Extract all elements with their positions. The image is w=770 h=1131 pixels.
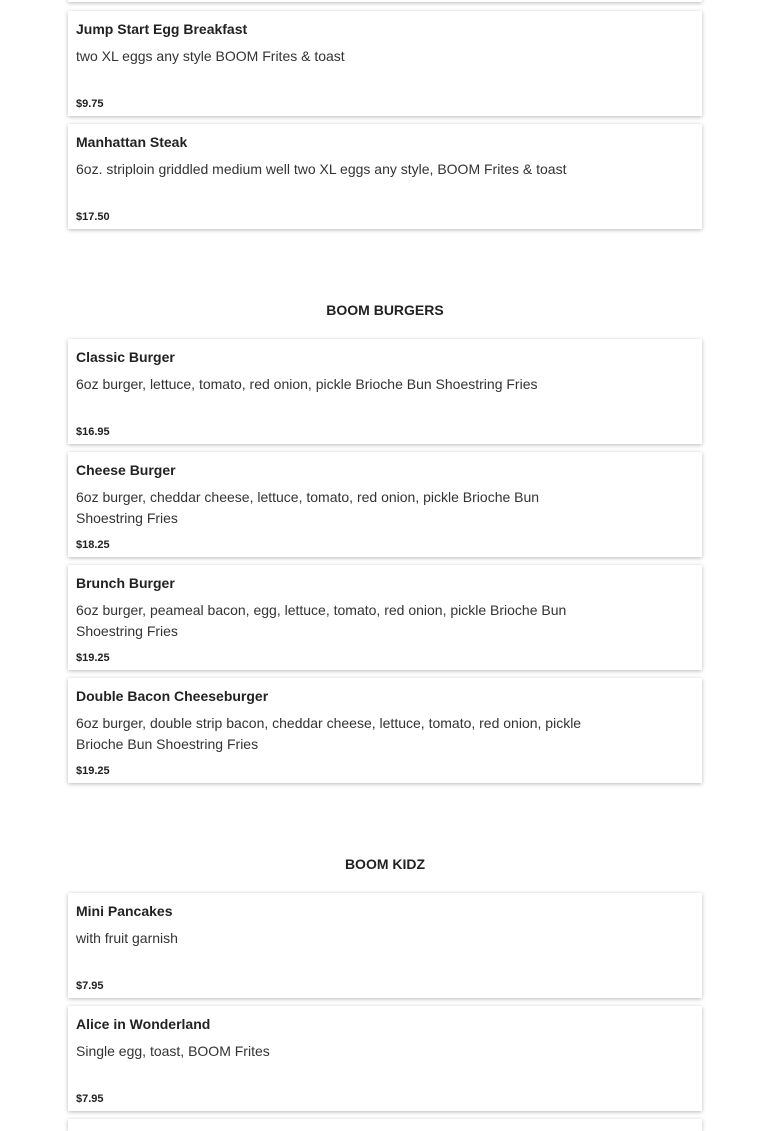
menu-item-card-partial[interactable]	[68, 0, 702, 2]
menu-item-card[interactable]	[68, 452, 702, 557]
item-description: 6oz burger, cheddar cheese, lettuce, tomato, red onion, pickle Brioche Bun Shoestring Fries	[76, 489, 540, 526]
item-price: $18.25	[76, 539, 110, 551]
section-title-kidz: BOOM KIDZ	[344, 856, 426, 872]
item-price: $7.95	[76, 980, 104, 992]
item-price: $9.75	[76, 98, 104, 110]
item-description: Single egg, toast, BOOM Frites	[76, 1043, 270, 1059]
item-name: Jump Start Egg Breakfast	[76, 21, 248, 37]
item-price: $19.25	[76, 652, 110, 664]
item-description: with fruit garnish	[76, 930, 178, 946]
menu-item-card[interactable]	[68, 11, 702, 116]
item-price: $16.95	[76, 426, 110, 438]
item-name: Mini Pancakes	[76, 903, 173, 919]
menu-item-card[interactable]	[68, 893, 702, 998]
item-price: $7.95	[76, 1093, 104, 1105]
item-description: 6oz burger, peameal bacon, egg, lettuce, tomato, red onion, pickle Brioche Bun Shoestring Fries	[76, 602, 567, 639]
item-price: $19.25	[76, 765, 110, 777]
item-description: 6oz burger, lettuce, tomato, red onion, pickle Brioche Bun Shoestring Fries	[76, 376, 538, 392]
section-title-burgers: BOOM BURGERS	[326, 302, 444, 318]
item-description: 6oz burger, double strip bacon, cheddar cheese, lettuce, tomato, red onion, pickle Brioche Bun Shoestring Fries	[76, 715, 582, 752]
menu-item-card[interactable]	[68, 339, 702, 444]
menu-item-card[interactable]	[68, 124, 702, 229]
item-price: $17.50	[76, 211, 110, 223]
item-name: Double Bacon Cheeseburger	[76, 688, 269, 704]
item-name: Alice in Wonderland	[76, 1016, 211, 1032]
item-description: two XL eggs any style BOOM Frites & toast	[76, 48, 345, 64]
item-name: Classic Burger	[76, 349, 175, 365]
menu-item-card[interactable]	[68, 678, 702, 783]
item-description: 6oz. striploin griddled medium well two XL eggs any style, BOOM Frites & toast	[76, 161, 567, 177]
item-name: Cheese Burger	[76, 462, 176, 478]
menu-item-card[interactable]	[68, 1006, 702, 1111]
menu-item-card-partial[interactable]	[68, 1119, 702, 1131]
item-name: Manhattan Steak	[76, 134, 188, 150]
menu-item-card[interactable]	[68, 565, 702, 670]
item-name: Brunch Burger	[76, 575, 175, 591]
